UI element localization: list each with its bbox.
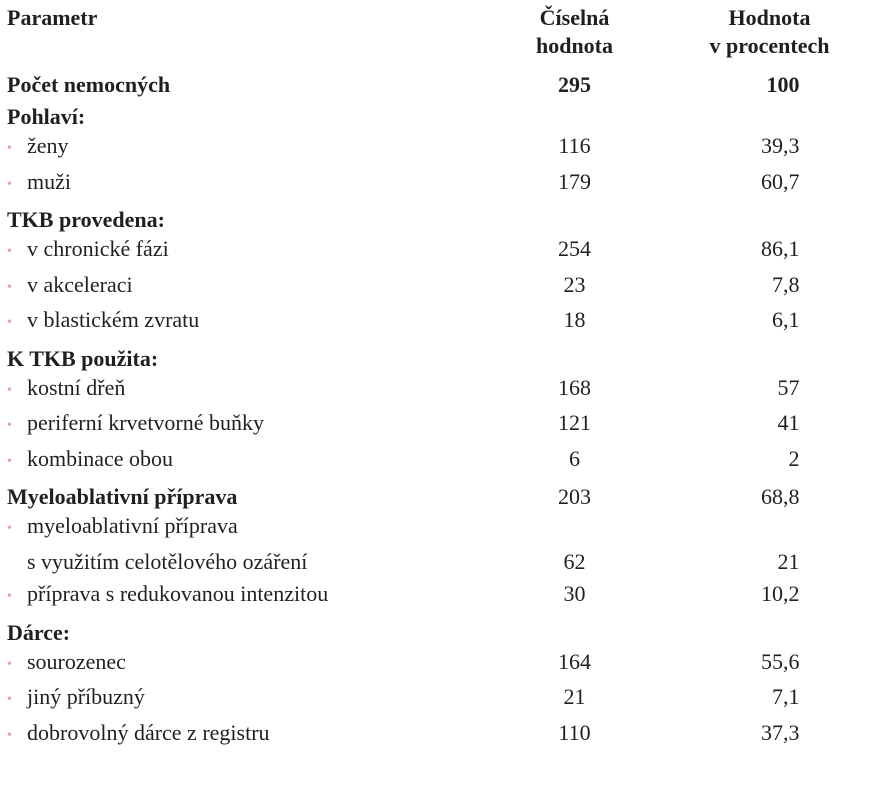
row-value: 295: [558, 72, 591, 97]
row-percent: 68,8: [761, 484, 800, 509]
table-row: [7, 166, 877, 202]
row-label: periferní krvetvorné buňky: [27, 410, 265, 435]
bullet-icon: •: [7, 279, 12, 295]
row-percent: 37,3: [761, 719, 800, 745]
row-value: 164: [558, 648, 591, 674]
row-value: 62: [563, 548, 586, 574]
bullet-icon: •: [7, 382, 12, 398]
row-percent: 7,8: [772, 271, 800, 297]
bullet-icon: •: [7, 589, 12, 604]
row-value: 179: [558, 168, 591, 194]
row-percent: 55,6: [761, 648, 800, 674]
row-percent: 6,1: [772, 307, 800, 332]
row-label: sourozenec: [27, 648, 126, 674]
row-value: 23: [563, 271, 586, 297]
section-row: [7, 614, 877, 646]
row-value: 21: [563, 684, 586, 709]
table-row: [7, 578, 877, 614]
table-row: [7, 372, 877, 408]
bullet-icon: •: [7, 453, 12, 469]
table-row: [7, 443, 877, 479]
row-value: 110: [558, 719, 591, 745]
table-row: [7, 478, 877, 510]
header-parametr: Parametr: [7, 5, 98, 30]
section-label: Pohlaví:: [7, 104, 86, 129]
row-value: 254: [558, 236, 591, 261]
row-label: muži: [27, 168, 71, 194]
bullet-icon: •: [7, 656, 12, 672]
header-hodnota-procenta: Hodnota v procentech: [709, 5, 830, 58]
row-value: 203: [558, 484, 591, 509]
table-row: [7, 510, 877, 546]
row-label: kombinace obou: [27, 445, 174, 471]
row-label: s využitím celotělového ozáření: [27, 548, 308, 574]
table-row: [7, 68, 877, 98]
row-value: 6: [569, 445, 580, 471]
table-header-row: [7, 4, 877, 68]
table-row: [7, 681, 877, 717]
bullet-icon: •: [7, 141, 12, 156]
table-row: [7, 646, 877, 682]
bullet-icon: •: [7, 176, 12, 192]
row-value: 168: [558, 374, 591, 400]
row-percent: 21: [777, 548, 800, 574]
section-label: K TKB použita:: [7, 345, 159, 371]
row-value: 18: [563, 307, 586, 332]
table-row: [7, 269, 877, 305]
row-label: jiný příbuzný: [27, 684, 145, 709]
row-value: 121: [558, 410, 591, 435]
row-label: kostní dřeň: [27, 374, 126, 400]
row-percent: 7,1: [772, 684, 800, 709]
row-label: v chronické fázi: [27, 236, 169, 261]
table-row: [7, 546, 877, 579]
table-row: [7, 130, 877, 166]
row-label: dobrovolný dárce z registru: [27, 719, 270, 745]
row-label: příprava s redukovanou intenzitou: [27, 581, 329, 606]
row-percent: 86,1: [761, 236, 800, 261]
bullet-icon: •: [7, 315, 12, 330]
row-label: Myeloablativní příprava: [7, 484, 238, 509]
row-label: v blastickém zvratu: [27, 307, 200, 332]
header-ciselna-hodnota: Číselná hodnota: [535, 5, 614, 58]
row-label: v akceleraci: [27, 271, 133, 297]
row-label: myeloablativní příprava: [27, 513, 238, 538]
bullet-icon: •: [7, 692, 12, 707]
row-percent: 100: [766, 72, 800, 97]
row-percent: 10,2: [761, 581, 800, 606]
row-percent: 57: [777, 374, 800, 400]
parameters-table: [7, 4, 877, 752]
bullet-icon: •: [7, 244, 12, 259]
row-percent: 2: [788, 445, 800, 471]
table-row: [7, 233, 877, 269]
row-label: ženy: [27, 133, 69, 158]
row-label: Počet nemocných: [7, 72, 171, 97]
section-row: [7, 201, 877, 233]
section-label: Dárce:: [7, 619, 71, 645]
section-row: [7, 98, 877, 130]
bullet-icon: •: [7, 727, 12, 743]
table-row: [7, 407, 877, 443]
row-value: 116: [558, 133, 591, 158]
bullet-icon: •: [7, 521, 12, 536]
bullet-icon: •: [7, 418, 12, 433]
row-percent: 41: [777, 410, 800, 435]
row-percent: 39,3: [761, 133, 800, 158]
row-value: 30: [563, 581, 586, 606]
section-label: TKB provedena:: [7, 207, 165, 232]
row-percent: 60,7: [761, 168, 800, 194]
table-row: [7, 304, 877, 340]
section-row: [7, 340, 877, 372]
table-row: [7, 717, 877, 753]
